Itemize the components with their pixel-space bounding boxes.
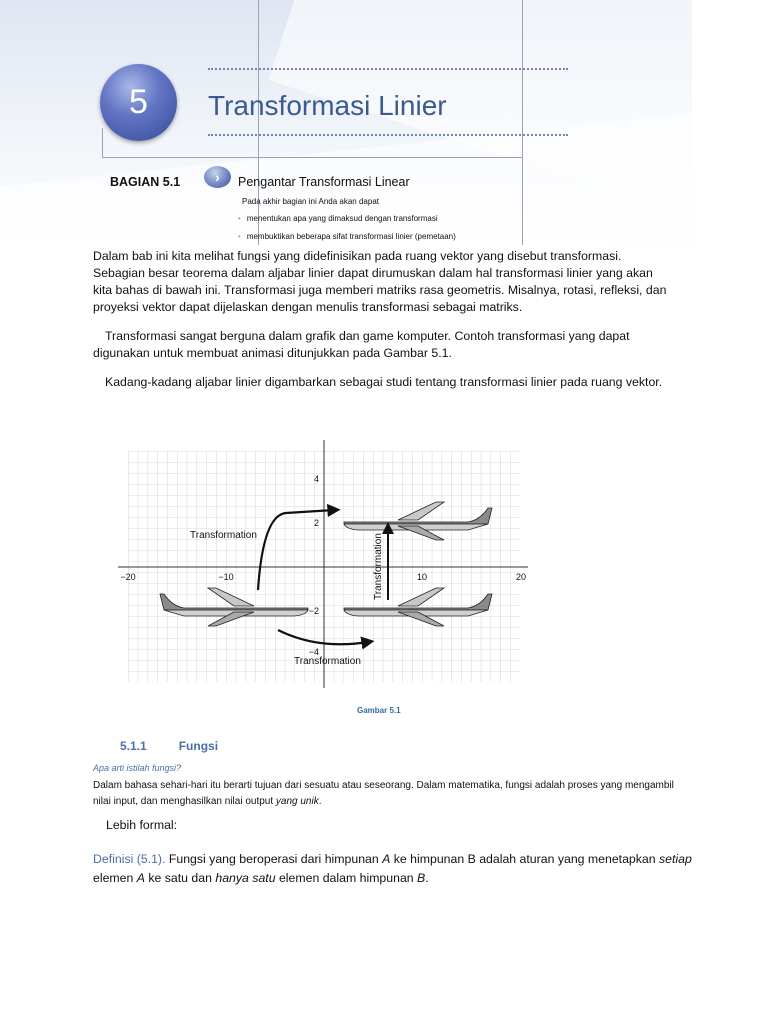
transformation-figure <box>118 440 528 688</box>
x-tick-label: 10 <box>416 572 428 582</box>
x-tick-label: −10 <box>218 572 234 582</box>
body-text: Dalam bahasa sehari-hari itu berarti tujuan dari sesuatu atau seseorang. Dalam matematika, fungsi adalah proses yang mengambil nilai input, dan menghasilkan nilai output <box>93 780 674 807</box>
header-rule <box>522 0 523 245</box>
definition-label: Definisi (5.1). <box>93 852 166 866</box>
x-tick-label: −20 <box>120 572 136 582</box>
objectives-intro: Pada akhir bagian ini Anda akan dapat <box>242 197 379 206</box>
formal-heading: Lebih formal: <box>106 818 178 832</box>
header-rule <box>102 128 103 158</box>
subsection-number: 5.1.1 <box>120 739 147 753</box>
definition-var: A <box>136 871 145 885</box>
y-tick-label: −2 <box>308 606 319 616</box>
body-end: . <box>318 796 322 807</box>
definition-italic: setiap <box>659 852 692 866</box>
definition-var: B <box>417 871 426 885</box>
definition-text: . <box>425 871 429 885</box>
objectives-list <box>238 214 456 250</box>
definition-text: elemen dalam himpunan <box>275 871 418 885</box>
subsection-heading <box>120 739 218 753</box>
header-rule <box>102 157 522 158</box>
arrow-right-icon: › <box>204 166 231 188</box>
y-tick-label: −4 <box>308 647 319 657</box>
objective-item: • menentukan apa yang dimaksud dengan transformasi <box>238 214 456 223</box>
objective-item: • membuktikan beberapa sifat transformasi linier (pemetaan) <box>238 232 456 241</box>
chapter-number-badge: 5 <box>100 64 177 141</box>
paragraph: Transformasi sangat berguna dalam grafik dan game komputer. Contoh transformasi yang dapat digunakan untuk membuat animasi ditunjukkan pada Gambar 5.1. <box>93 329 630 360</box>
definition-var: A <box>382 852 391 866</box>
header-background <box>0 0 692 250</box>
definition-text: Fungsi yang beroperasi dari himpunan <box>165 852 383 866</box>
subsection-title: Fungsi <box>178 739 219 753</box>
transformation-label: Transformation <box>373 533 384 600</box>
section-title: Pengantar Transformasi Linear <box>238 175 410 189</box>
paragraph: Kadang-kadang aljabar linier digambarkan sebagai studi tentang transformasi linier pada ruang vektor. <box>105 375 663 389</box>
y-tick-label: 4 <box>313 474 319 484</box>
subsection-body <box>93 778 693 810</box>
body-italic: yang unik <box>275 796 319 807</box>
transformation-label: Transformation <box>190 530 257 541</box>
chapter-title: Transformasi Linier <box>208 90 447 121</box>
definition-italic: hanya satu <box>215 871 276 885</box>
definition-text: ke satu dan <box>144 871 216 885</box>
y-tick-label: 2 <box>313 518 319 528</box>
transformation-label: Transformation <box>294 656 361 667</box>
section-label: BAGIAN 5.1 <box>110 175 181 189</box>
definition <box>93 850 693 888</box>
subsection-question: Apa arti istilah fungsi? <box>93 763 182 773</box>
figure-caption: Gambar 5.1 <box>357 706 401 715</box>
definition-text: ke himpunan B adalah aturan yang menetapkan <box>390 852 660 866</box>
paragraph: Dalam bab ini kita melihat fungsi yang didefinisikan pada ruang vektor yang disebut transformasi. Sebagian besar teorema dalam aljabar linier dapat dirumuskan dalam hal transformasi linier yang akan kita bahas di bawah ini. Transformasi juga memberi matriks rasa geometris. Misalnya, rotasi, refleksi, dan proyeksi vektor dapat dijelaskan dengan menulis transformasi sebagai matriks. <box>93 249 667 314</box>
header-rule <box>258 0 259 245</box>
definition-text: elemen <box>93 871 137 885</box>
title-dotted-rule <box>208 134 568 136</box>
title-dotted-rule <box>208 68 568 70</box>
x-tick-label: 20 <box>515 572 527 582</box>
